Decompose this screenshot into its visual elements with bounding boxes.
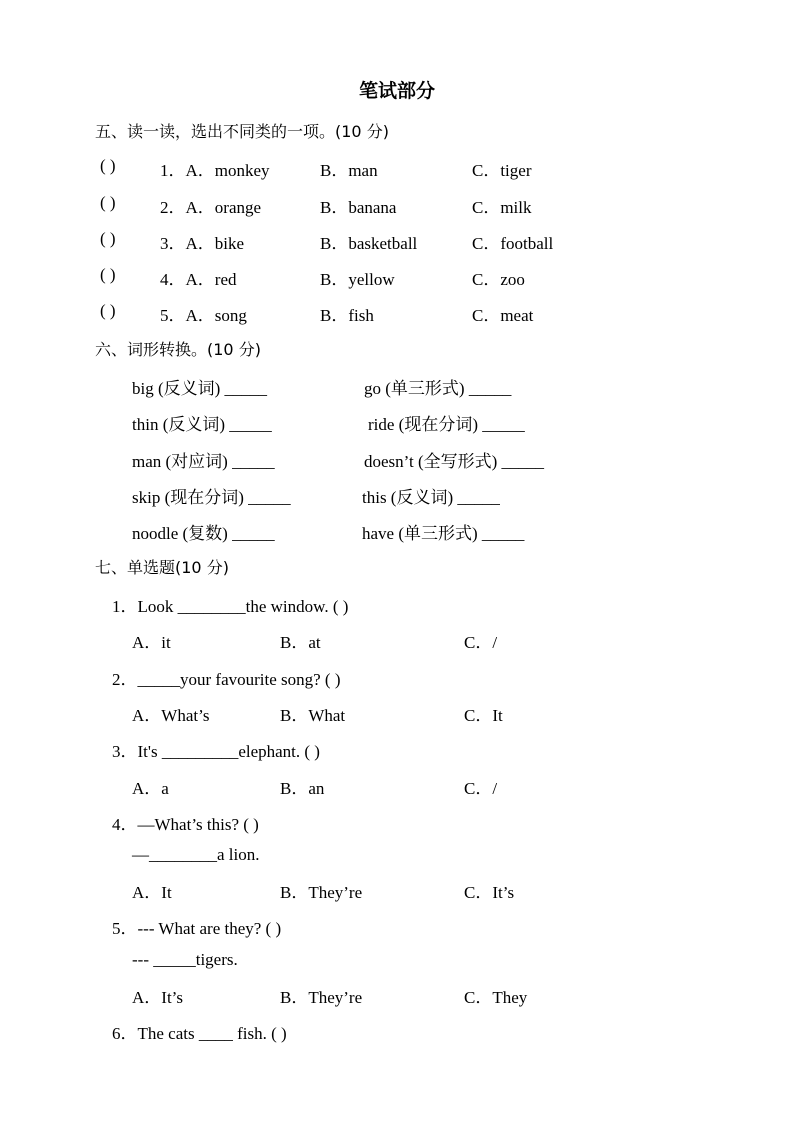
option-b: B．yellow bbox=[320, 270, 395, 289]
question-4-option-a: A．It bbox=[132, 883, 172, 902]
question-5-option-c: C．They bbox=[464, 988, 528, 1007]
page-title: 笔试部分 bbox=[358, 80, 435, 102]
question-5-stem[interactable]: 5．--- What are they? ( ) bbox=[112, 919, 282, 938]
word-form-right[interactable]: this (反义词) _____ bbox=[362, 488, 500, 507]
question-5-option-a: A．It’s bbox=[132, 988, 183, 1007]
option-a: 1．A．monkey bbox=[160, 161, 270, 180]
question-3-option-b: B．an bbox=[280, 779, 325, 798]
question-5-option-b: B．They’re bbox=[280, 988, 363, 1007]
option-c: C．football bbox=[472, 234, 554, 253]
question-1-stem[interactable]: 1．Look ________the window. ( ) bbox=[112, 597, 349, 616]
option-b: B．banana bbox=[320, 198, 397, 217]
question-3-option-a: A．a bbox=[132, 779, 169, 798]
option-a: 3．A．bike bbox=[160, 234, 245, 253]
question-4-dialog-line[interactable]: —________a lion. bbox=[132, 845, 260, 864]
option-b: B．basketball bbox=[320, 234, 418, 253]
question-1-option-a: A．it bbox=[132, 633, 171, 652]
answer-bracket[interactable]: ( ) bbox=[100, 193, 116, 212]
option-a: 2．A．orange bbox=[160, 198, 262, 217]
question-4-option-b: B．They’re bbox=[280, 883, 363, 902]
question-4-option-c: C．It’s bbox=[464, 883, 515, 902]
option-a: 5．A．song bbox=[160, 306, 247, 325]
question-2-stem[interactable]: 2．_____your favourite song? ( ) bbox=[112, 670, 341, 689]
question-2-option-c: C．It bbox=[464, 706, 503, 725]
word-form-right[interactable]: go (单三形式) _____ bbox=[364, 379, 512, 398]
section-7-heading: 七、单选题(10 分) bbox=[95, 558, 229, 577]
word-form-left[interactable]: noodle (复数) _____ bbox=[132, 524, 275, 543]
question-5-dialog-line[interactable]: --- _____tigers. bbox=[132, 950, 238, 969]
answer-bracket[interactable]: ( ) bbox=[100, 265, 116, 284]
question-1-option-b: B．at bbox=[280, 633, 321, 652]
question-1-option-c: C．/ bbox=[464, 633, 498, 652]
section-6-heading: 六、词形转换。(10 分) bbox=[95, 340, 261, 359]
question-4-stem[interactable]: 4．—What’s this? ( ) bbox=[112, 815, 259, 834]
option-c: C．zoo bbox=[472, 270, 525, 289]
word-form-right[interactable]: doesn’t (全写形式) _____ bbox=[364, 452, 545, 471]
word-form-left[interactable]: big (反义词) _____ bbox=[132, 379, 268, 398]
question-2-option-b: B．What bbox=[280, 706, 346, 725]
option-c: C．tiger bbox=[472, 161, 532, 180]
option-c: C．milk bbox=[472, 198, 532, 217]
answer-bracket[interactable]: ( ) bbox=[100, 301, 116, 320]
section-5-heading: 五、读一读，选出不同类的一项。(10 分) bbox=[95, 122, 389, 141]
question-2-option-a: A．What’s bbox=[132, 706, 210, 725]
option-b: B．man bbox=[320, 161, 378, 180]
word-form-right[interactable]: have (单三形式) _____ bbox=[362, 524, 525, 543]
answer-bracket[interactable]: ( ) bbox=[100, 156, 116, 175]
question-3-stem[interactable]: 3．It's _________elephant. ( ) bbox=[112, 742, 320, 761]
question-6-stem[interactable]: 6．The cats ____ fish. ( ) bbox=[112, 1024, 287, 1043]
answer-bracket[interactable]: ( ) bbox=[100, 229, 116, 248]
word-form-left[interactable]: thin (反义词) _____ bbox=[132, 415, 272, 434]
word-form-left[interactable]: man (对应词) _____ bbox=[132, 452, 275, 471]
question-3-option-c: C．/ bbox=[464, 779, 498, 798]
option-b: B．fish bbox=[320, 306, 374, 325]
option-c: C．meat bbox=[472, 306, 534, 325]
option-a: 4．A．red bbox=[160, 270, 237, 289]
word-form-right[interactable]: ride (现在分词) _____ bbox=[368, 415, 525, 434]
word-form-left[interactable]: skip (现在分词) _____ bbox=[132, 488, 291, 507]
